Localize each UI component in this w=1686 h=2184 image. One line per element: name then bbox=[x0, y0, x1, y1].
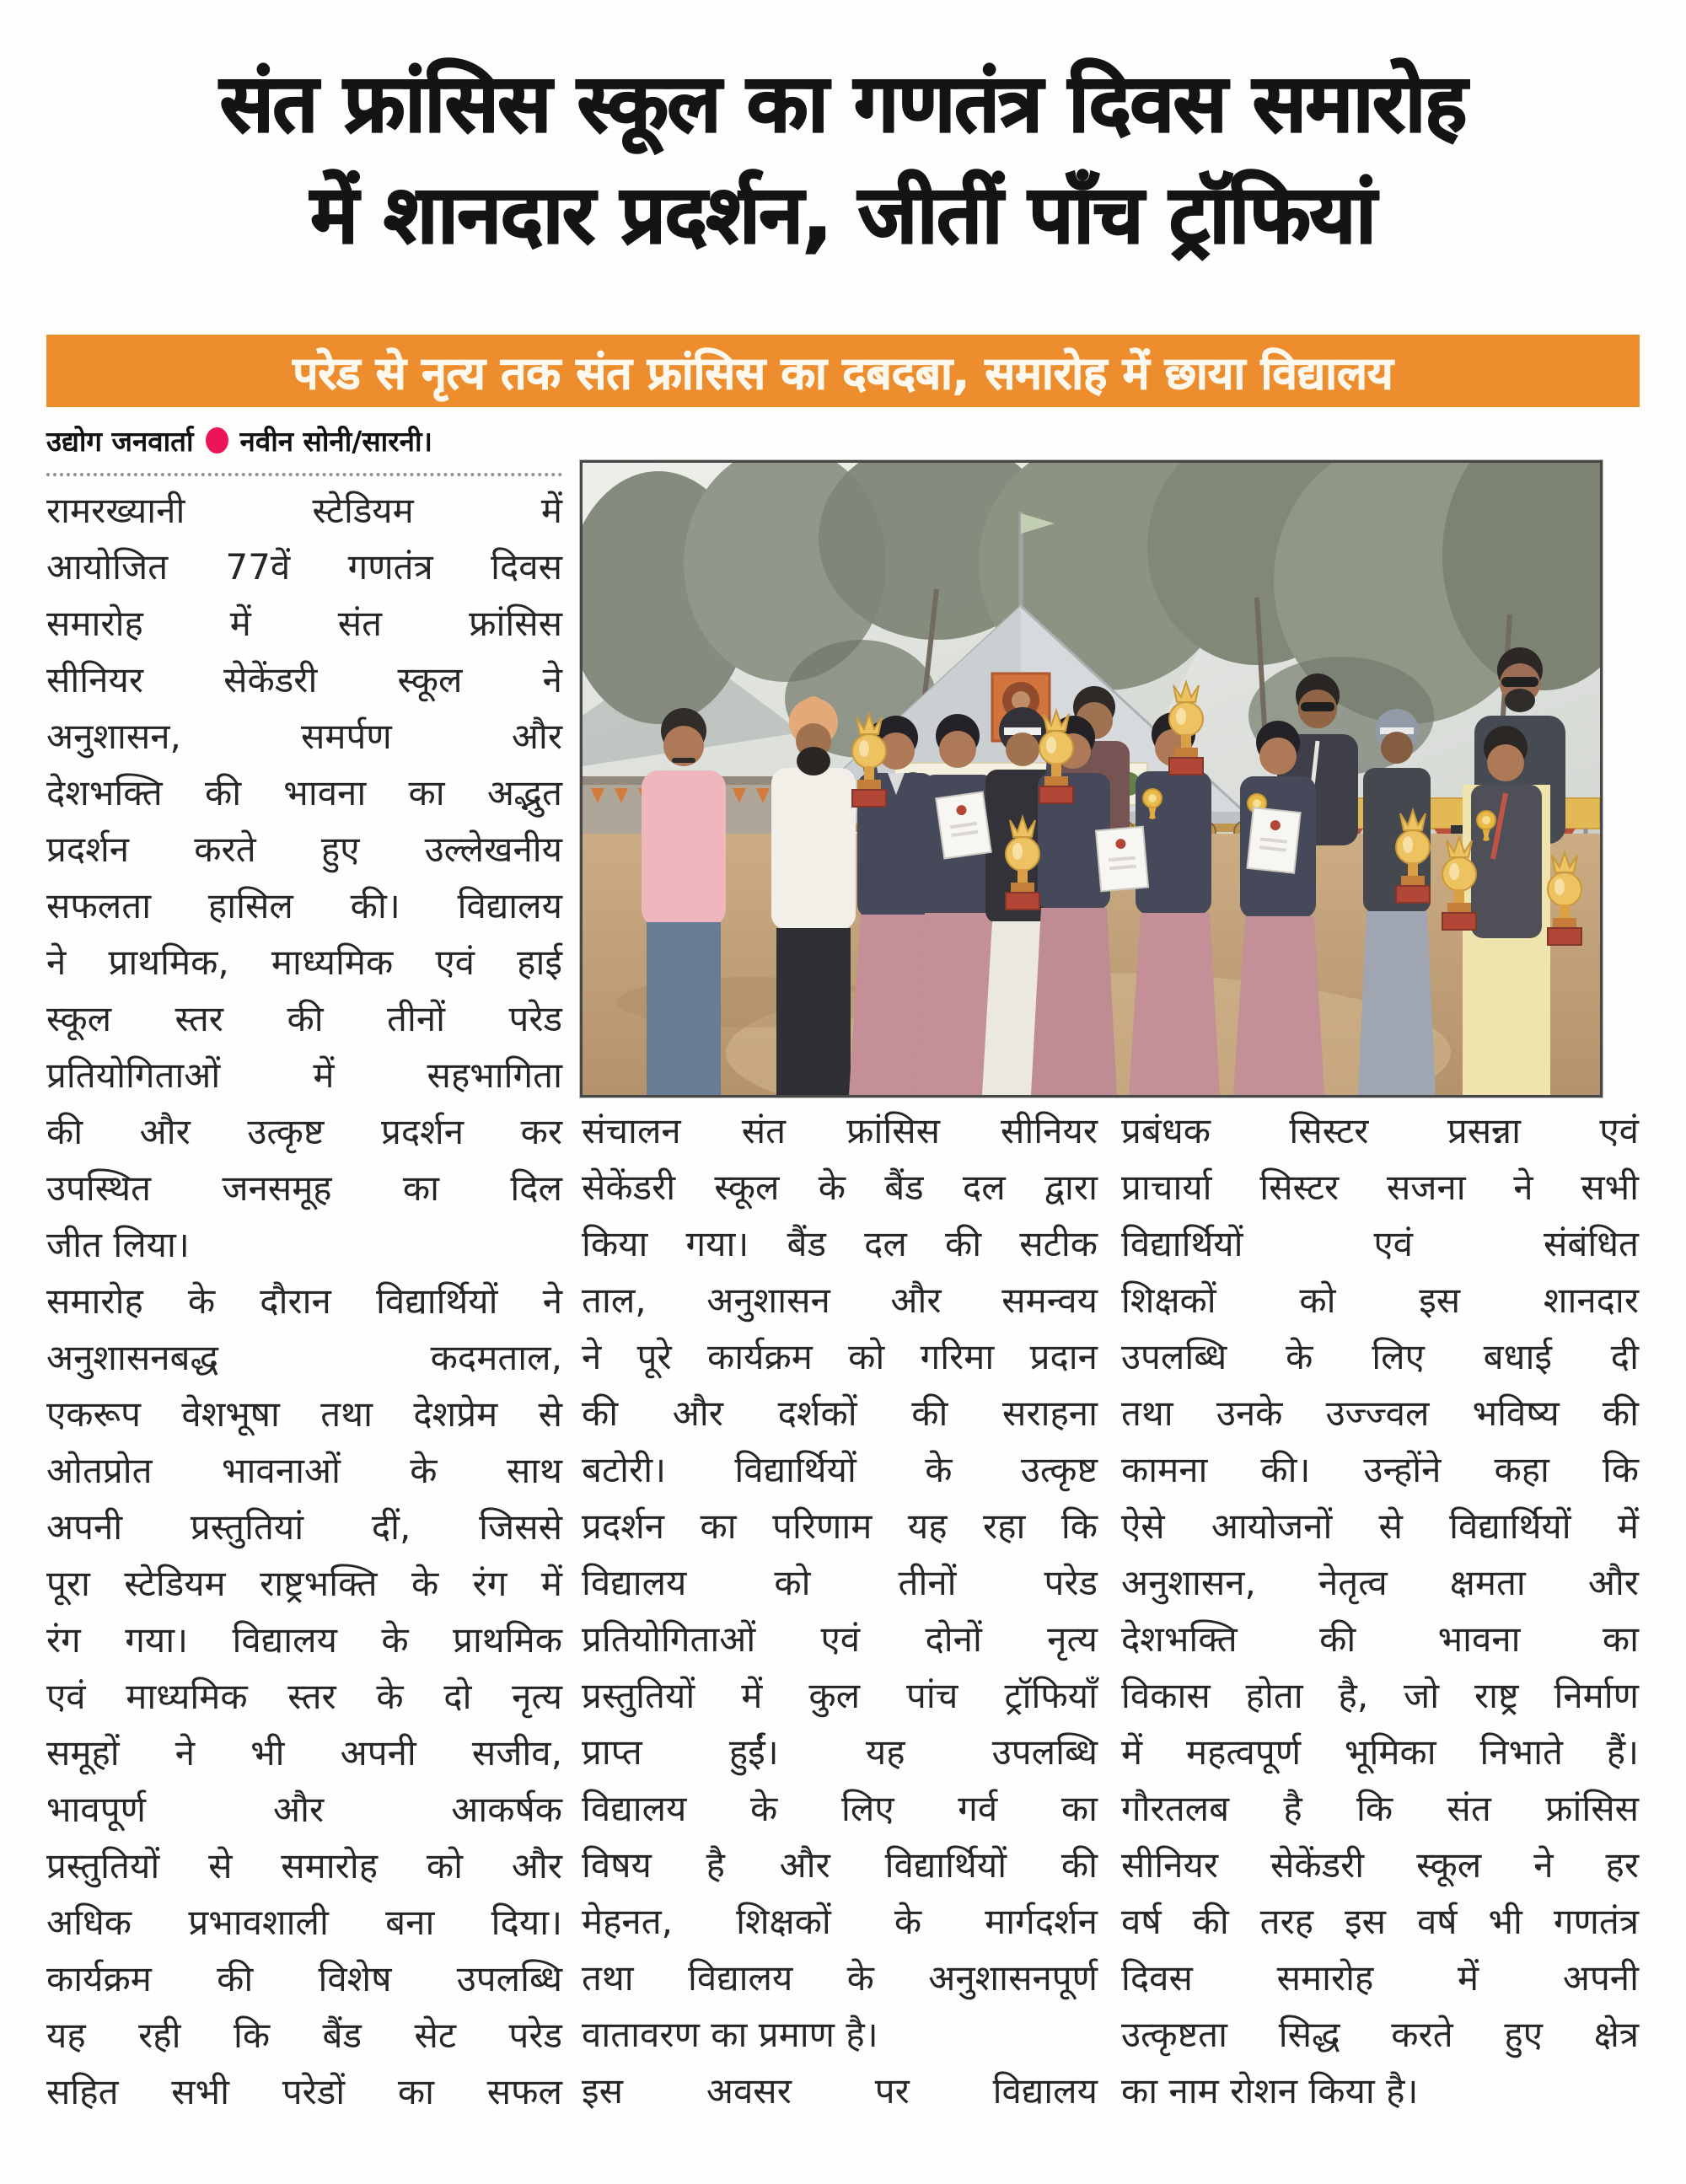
body-text-line: की और उत्कृष्ट प्रदर्शन कर bbox=[46, 1111, 562, 1152]
body-text-line: अधिक प्रभावशाली बना दिया। bbox=[46, 1902, 562, 1943]
byline bbox=[46, 421, 562, 476]
body-text-line: उपस्थित जनसमूह का दिल bbox=[46, 1167, 562, 1209]
body-text-line: संचालन संत फ्रांसिस सीनियर bbox=[582, 1110, 1098, 1151]
body-text-line: विद्यालय के लिए गर्व का bbox=[582, 1788, 1098, 1829]
body-text-line: ने प्राथमिक, माध्यमिक एवं हाई bbox=[46, 942, 562, 983]
body-text-line: में महत्वपूर्ण भूमिका निभाते हैं। bbox=[1121, 1731, 1639, 1773]
body-text-line: बटोरी। विद्यार्थियों के उत्कृष्ट bbox=[582, 1449, 1098, 1490]
body-text-line: प्राचार्या सिस्टर सजना ने सभी bbox=[1121, 1167, 1639, 1208]
body-text-line: सीनियर सेकेंडरी स्कूल ने bbox=[46, 659, 562, 700]
headline-line-2: में शानदार प्रदर्शन, जीतीं पाँच ट्रॉफियां bbox=[310, 169, 1376, 261]
article-column-2 bbox=[582, 1103, 1098, 2119]
body-text-line: प्रबंधक सिस्टर प्रसन्ना एवं bbox=[1121, 1110, 1639, 1151]
body-text-line: मेहनत, शिक्षकों के मार्गदर्शन bbox=[582, 1901, 1098, 1942]
body-text-line: प्रदर्शन का परिणाम यह रहा कि bbox=[582, 1505, 1098, 1547]
headline-line-1: संत फ्रांसिस स्कूल का गणतंत्र दिवस समारोह bbox=[220, 58, 1466, 150]
body-text-line: प्रतियोगिताओं में सहभागिता bbox=[46, 1054, 562, 1096]
body-text-line: समूहों ने भी अपनी सजीव, bbox=[46, 1732, 562, 1773]
body-text-line: स्कूल स्तर की तीनों परेड bbox=[46, 998, 562, 1039]
body-text-line: विद्यालय को तीनों परेड bbox=[582, 1562, 1098, 1603]
body-text-line: अनुशासन, समर्पण और bbox=[46, 716, 562, 757]
body-text-line: तथा उनके उज्ज्वल भविष्य की bbox=[1121, 1393, 1639, 1434]
body-text-line: इस अवसर पर विद्यालय bbox=[582, 2070, 1098, 2112]
article-column-3 bbox=[1121, 1103, 1639, 2119]
body-text-line: अनुशासनबद्ध कदमताल, bbox=[46, 1337, 562, 1378]
body-text-line: सहित सभी परेडों का सफल bbox=[46, 2071, 562, 2112]
body-text-line: विषय है और विद्यार्थियों की bbox=[582, 1844, 1098, 1886]
body-text-line: पूरा स्टेडियम राष्ट्रभक्ति के रंग में bbox=[46, 1563, 562, 1604]
body-text-line: समारोह में संत फ्रांसिस bbox=[46, 603, 562, 644]
body-text-line: रामरख्यानी स्टेडियम में bbox=[46, 490, 562, 531]
body-text-line: सफलता हासिल की। विद्यालय bbox=[46, 885, 562, 926]
article-photo bbox=[580, 460, 1603, 1097]
body-text-line: एवं माध्यमिक स्तर के दो नृत्य bbox=[46, 1676, 562, 1717]
byline-agency: उद्योग जनवार्ता bbox=[46, 425, 194, 458]
body-text-line: भावपूर्ण और आकर्षक bbox=[46, 1789, 562, 1830]
body-text-line: समारोह के दौरान विद्यार्थियों ने bbox=[46, 1280, 562, 1322]
body-text-line: प्रदर्शन करते हुए उल्लेखनीय bbox=[46, 829, 562, 870]
photo-illustration bbox=[583, 463, 1600, 1095]
body-text-line: सेकेंडरी स्कूल के बैंड दल द्वारा bbox=[582, 1167, 1098, 1208]
body-text-line: विकास होता है, जो राष्ट्र निर्माण bbox=[1121, 1675, 1639, 1716]
body-text-line: किया गया। बैंड दल की सटीक bbox=[582, 1223, 1098, 1264]
body-text-line: कार्यक्रम की विशेष उपलब्धि bbox=[46, 1958, 562, 1999]
body-text-line: प्राप्त हुईं। यह उपलब्धि bbox=[582, 1731, 1098, 1773]
body-text-line: ताल, अनुशासन और समन्वय bbox=[582, 1280, 1098, 1321]
subheadline-banner bbox=[46, 335, 1640, 407]
body-text-line: दिवस समारोह में अपनी bbox=[1121, 1957, 1639, 1999]
body-text-line: रंग गया। विद्यालय के प्राथमिक bbox=[46, 1619, 562, 1661]
body-text-line: कामना की। उन्होंने कहा कि bbox=[1121, 1449, 1639, 1490]
body-text-line: की और दर्शकों की सराहना bbox=[582, 1393, 1098, 1434]
byline-dot-icon bbox=[206, 427, 228, 453]
body-text-line: ने पूरे कार्यक्रम को गरिमा प्रदान bbox=[582, 1336, 1098, 1377]
body-text-line: अपनी प्रस्तुतियां दीं, जिससे bbox=[46, 1506, 562, 1548]
body-text-line: एकरूप वेशभूषा तथा देशप्रेम से bbox=[46, 1393, 562, 1435]
body-text-line: तथा विद्यालय के अनुशासनपूर्ण bbox=[582, 1957, 1098, 1999]
body-text-line: अनुशासन, नेतृत्व क्षमता और bbox=[1121, 1562, 1639, 1603]
body-text-line: वातावरण का प्रमाण है। bbox=[582, 2014, 878, 2055]
body-text-line: ओतप्रोत भावनाओं के साथ bbox=[46, 1450, 562, 1491]
subheadline-text: परेड से नृत्य तक संत फ्रांसिस का दबदबा, समारोह में छाया विद्यालय bbox=[293, 347, 1393, 400]
body-text-line: देशभक्ति की भावना का bbox=[1121, 1618, 1639, 1660]
body-text-line: उत्कृष्टता सिद्ध करते हुए क्षेत्र bbox=[1121, 2014, 1639, 2055]
body-text-line: का नाम रोशन किया है। bbox=[1121, 2070, 1419, 2112]
body-text-line: जीत लिया। bbox=[46, 1224, 190, 1265]
article-column-1 bbox=[46, 482, 562, 2120]
body-text-line: उपलब्धि के लिए बधाई दी bbox=[1121, 1336, 1639, 1377]
body-text-line: प्रस्तुतियों में कुल पांच ट्रॉफियाँ bbox=[582, 1675, 1098, 1716]
body-text-line: विद्यार्थियों एवं संबंधित bbox=[1121, 1223, 1639, 1264]
body-text-line: गौरतलब है कि संत फ्रांसिस bbox=[1121, 1788, 1639, 1829]
body-text-line: प्रस्तुतियों से समारोह को और bbox=[46, 1845, 562, 1886]
body-text-line: ऐसे आयोजनों से विद्यार्थियों में bbox=[1121, 1505, 1639, 1547]
body-text-line: प्रतियोगिताओं एवं दोनों नृत्य bbox=[582, 1618, 1098, 1660]
body-text-line: आयोजित 77वें गणतंत्र दिवस bbox=[46, 546, 562, 588]
body-text-line: सीनियर सेकेंडरी स्कूल ने हर bbox=[1121, 1844, 1639, 1886]
body-text-line: शिक्षकों को इस शानदार bbox=[1121, 1280, 1639, 1321]
body-text-line: देशभक्ति की भावना का अद्भुत bbox=[46, 772, 562, 813]
byline-reporter: नवीन सोनी/सारनी। bbox=[239, 425, 433, 458]
body-text-line: यह रही कि बैंड सेट परेड bbox=[46, 2015, 562, 2056]
article-headline bbox=[25, 49, 1661, 271]
body-text-line: वर्ष की तरह इस वर्ष भी गणतंत्र bbox=[1121, 1901, 1639, 1942]
